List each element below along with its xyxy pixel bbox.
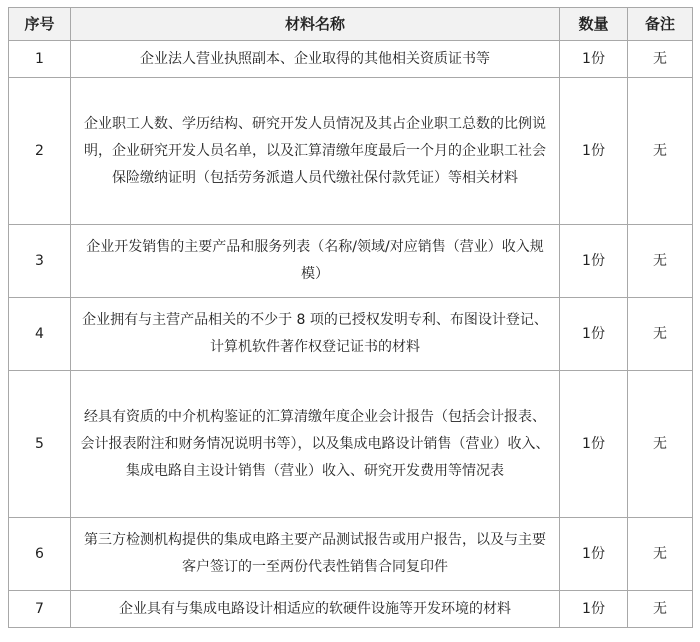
row-note: 无 bbox=[628, 591, 693, 628]
row-no: 1 bbox=[9, 41, 71, 78]
row-no: 7 bbox=[9, 591, 71, 628]
row-no: 6 bbox=[9, 518, 71, 591]
row-note: 无 bbox=[628, 225, 693, 298]
table-row bbox=[9, 518, 693, 591]
row-no: 5 bbox=[9, 371, 71, 518]
row-name: 企业职工人数、学历结构、研究开发人员情况及其占企业职工总数的比例说明，企业研究开发人员名单，以及汇算清缴年度最后一个月的企业职工社会保险缴纳证明（包括劳务派遣人员代缴社保付款凭证）等相关材料 bbox=[71, 78, 560, 225]
header-qty: 数量 bbox=[560, 8, 628, 41]
row-name: 企业法人营业执照副本、企业取得的其他相关资质证书等 bbox=[71, 41, 560, 78]
row-note: 无 bbox=[628, 298, 693, 371]
row-name: 经具有资质的中介机构鉴证的汇算清缴年度企业会计报告（包括会计报表、会计报表附注和财务情况说明书等），以及集成电路设计销售（营业）收入、集成电路自主设计销售（营业）收入、研究开发费用等情况表 bbox=[71, 371, 560, 518]
row-qty: 1份 bbox=[560, 518, 628, 591]
table-row bbox=[9, 78, 693, 225]
row-name: 企业开发销售的主要产品和服务列表（名称/领域/对应销售（营业）收入规模） bbox=[71, 225, 560, 298]
row-note: 无 bbox=[628, 78, 693, 225]
materials-table bbox=[8, 7, 693, 628]
header-name: 材料名称 bbox=[71, 8, 560, 41]
row-qty: 1份 bbox=[560, 371, 628, 518]
row-note: 无 bbox=[628, 371, 693, 518]
header-row bbox=[9, 8, 693, 41]
row-name: 第三方检测机构提供的集成电路主要产品测试报告或用户报告，以及与主要客户签订的一至两份代表性销售合同复印件 bbox=[71, 518, 560, 591]
row-no: 4 bbox=[9, 298, 71, 371]
row-qty: 1份 bbox=[560, 225, 628, 298]
header-no: 序号 bbox=[9, 8, 71, 41]
row-note: 无 bbox=[628, 41, 693, 78]
table-body bbox=[9, 41, 693, 628]
table-row bbox=[9, 225, 693, 298]
row-no: 3 bbox=[9, 225, 71, 298]
row-name: 企业拥有与主营产品相关的不少于 8 项的已授权发明专利、布图设计登记、计算机软件著作权登记证书的材料 bbox=[71, 298, 560, 371]
table-row bbox=[9, 591, 693, 628]
table-row bbox=[9, 371, 693, 518]
row-qty: 1份 bbox=[560, 591, 628, 628]
row-qty: 1份 bbox=[560, 78, 628, 225]
row-note: 无 bbox=[628, 518, 693, 591]
row-qty: 1份 bbox=[560, 298, 628, 371]
row-no: 2 bbox=[9, 78, 71, 225]
table-row bbox=[9, 298, 693, 371]
row-qty: 1份 bbox=[560, 41, 628, 78]
table-row bbox=[9, 41, 693, 78]
row-name: 企业具有与集成电路设计相适应的软硬件设施等开发环境的材料 bbox=[71, 591, 560, 628]
header-note: 备注 bbox=[628, 8, 693, 41]
table-header bbox=[9, 8, 693, 41]
